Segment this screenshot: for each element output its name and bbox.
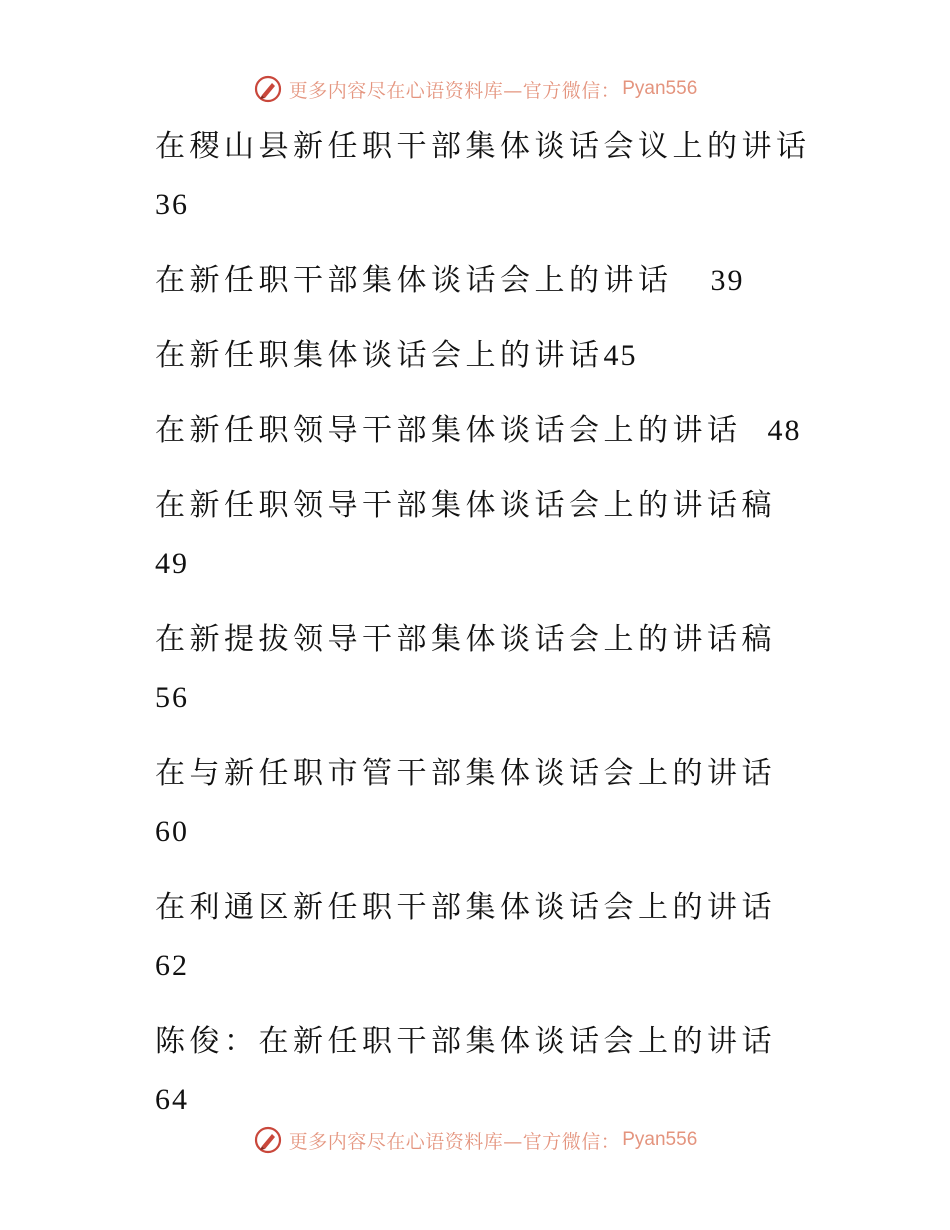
header-banner-text: 更多内容尽在心语资料库—官方微信： xyxy=(288,79,621,102)
toc-entry-page: 64 xyxy=(155,1083,189,1116)
toc-entry xyxy=(155,252,815,310)
toc-entry-title: 在新任职集体谈话会上的讲话 xyxy=(155,338,604,373)
footer-watermark-banner xyxy=(0,1123,950,1157)
toc-entry-title: 在新任职干部集体谈话会上的讲话 xyxy=(155,263,673,298)
footer-banner-text: 更多内容尽在心语资料库—官方微信： xyxy=(288,1130,621,1153)
toc-entry-page: 48 xyxy=(767,414,802,447)
pen-seal-icon xyxy=(253,74,283,104)
table-of-contents xyxy=(155,118,815,1147)
toc-entry xyxy=(155,402,815,460)
toc-entry-page: 56 xyxy=(155,681,189,714)
toc-entry xyxy=(155,477,815,593)
toc-entry-page: 62 xyxy=(155,949,189,982)
toc-entry-page: 49 xyxy=(155,547,189,580)
toc-entry-title: 在与新任职市管干部集体谈话会上的讲话 xyxy=(155,756,776,791)
footer-wechat-id: Pyan556 xyxy=(622,1129,698,1150)
toc-entry-page: 60 xyxy=(155,815,189,848)
header-watermark-banner xyxy=(0,72,950,106)
toc-entry xyxy=(155,879,815,995)
toc-entry-page: 45 xyxy=(603,339,638,372)
toc-entry-page: 36 xyxy=(155,188,189,221)
toc-entry-title: 在新任职领导干部集体谈话会上的讲话稿 xyxy=(155,488,776,523)
toc-entry xyxy=(155,611,815,727)
toc-entry-title: 在新提拔领导干部集体谈话会上的讲话稿 xyxy=(155,622,776,657)
toc-entry-title: 在稷山县新任职干部集体谈话会议上的讲话 xyxy=(155,129,811,164)
toc-entry-page: 39 xyxy=(710,264,745,297)
toc-entry xyxy=(155,745,815,861)
toc-entry xyxy=(155,327,815,385)
toc-entry-title: 陈俊：在新任职干部集体谈话会上的讲话 xyxy=(155,1024,776,1059)
toc-entry xyxy=(155,1013,815,1129)
toc-entry xyxy=(155,118,815,234)
toc-entry-title: 在利通区新任职干部集体谈话会上的讲话 xyxy=(155,890,776,925)
header-wechat-id: Pyan556 xyxy=(622,78,698,99)
pen-seal-icon xyxy=(253,1125,283,1155)
toc-entry-title: 在新任职领导干部集体谈话会上的讲话 xyxy=(155,413,742,448)
